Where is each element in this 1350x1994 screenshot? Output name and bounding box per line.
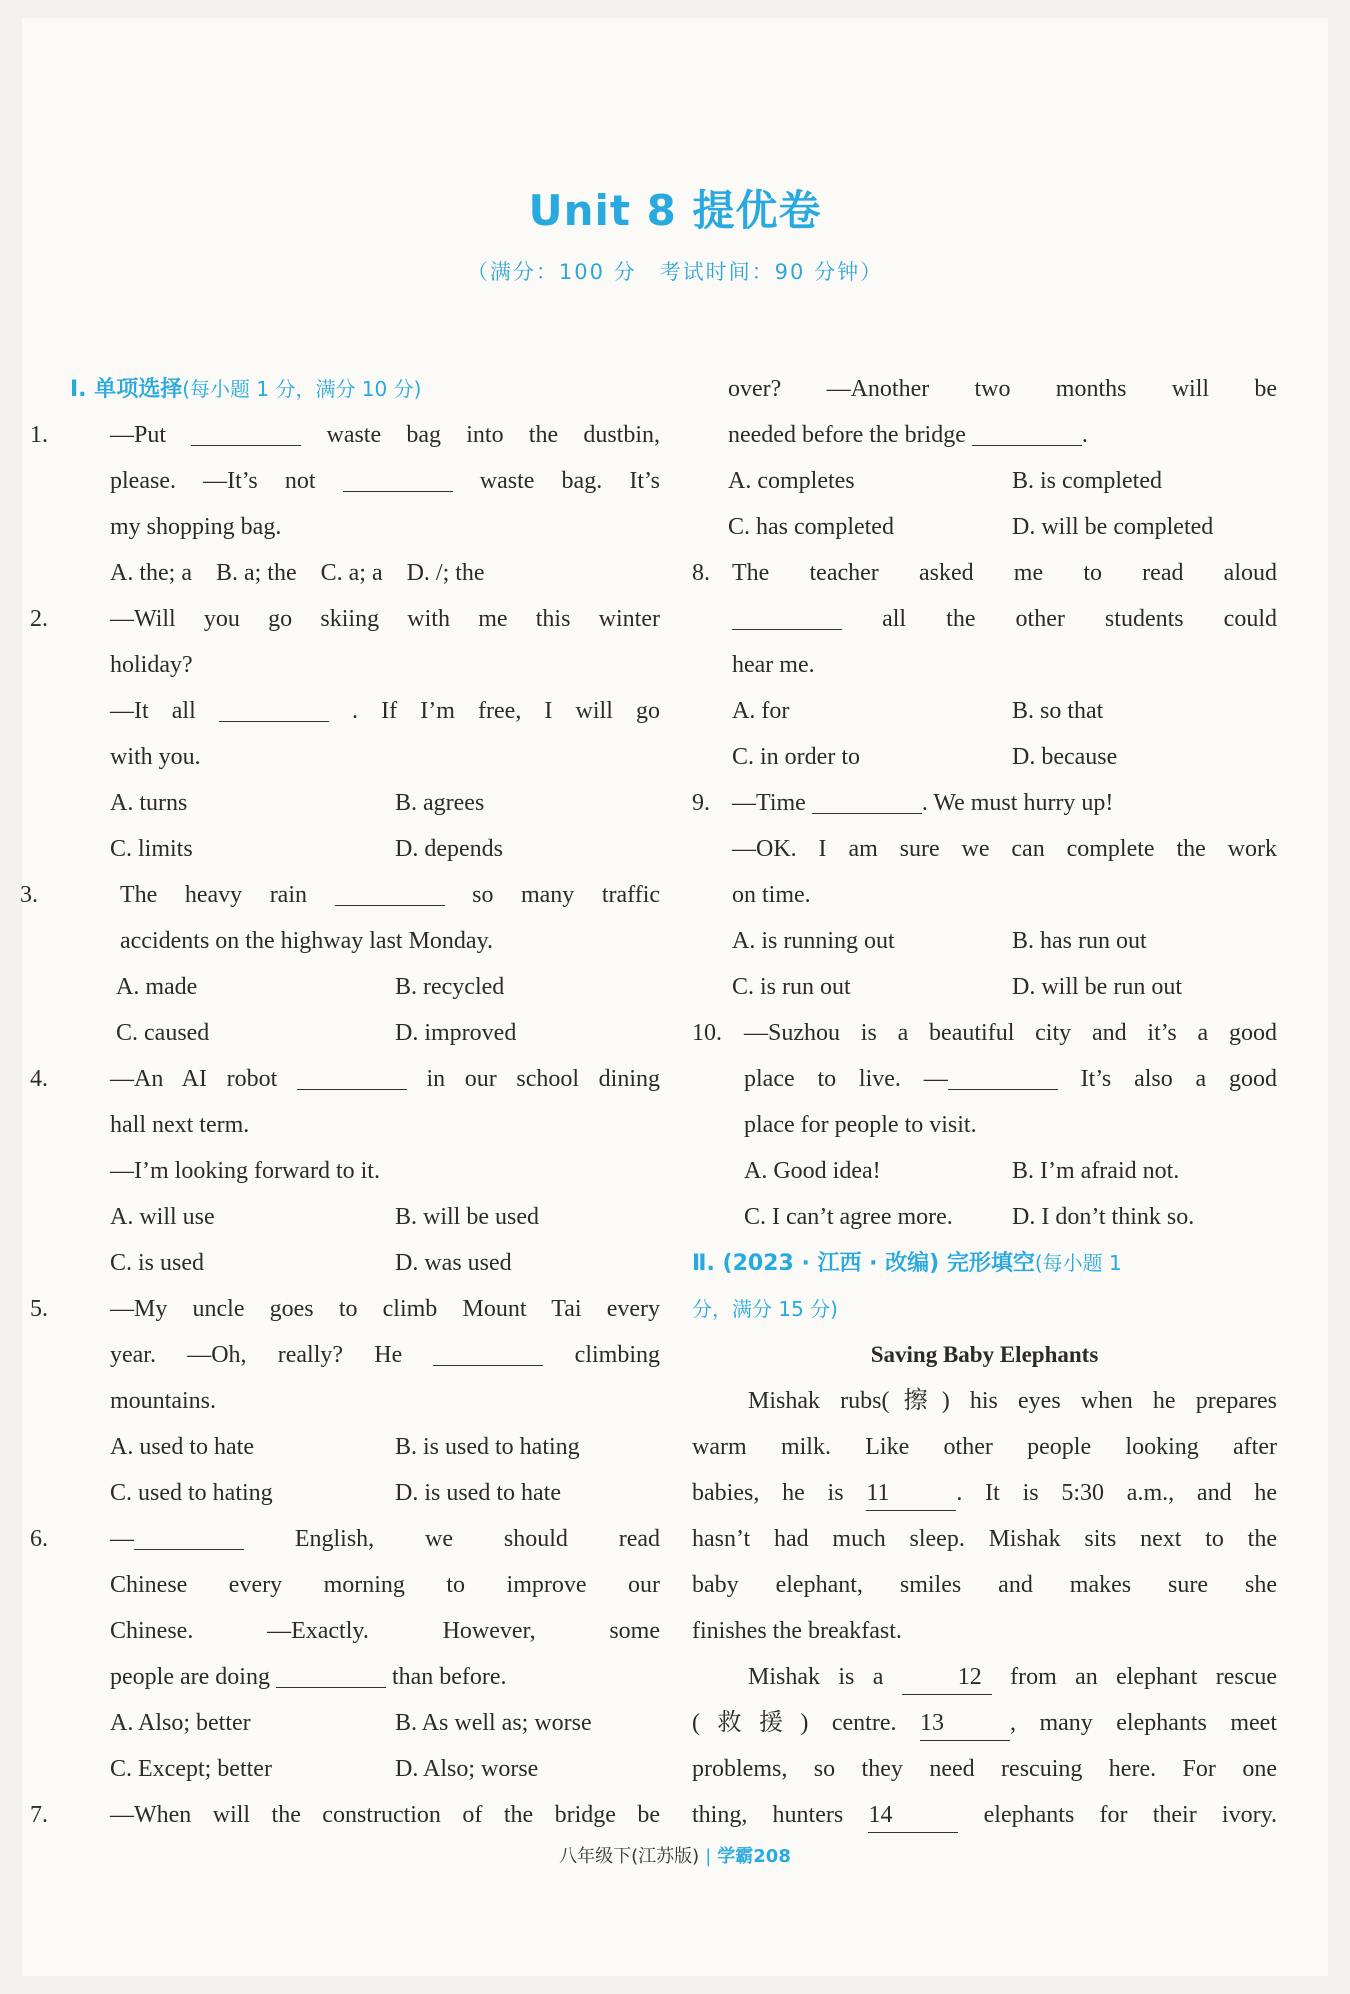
question-1 [30,412,661,596]
q6-text: — [110,1526,134,1552]
q7-line-3 [692,412,1277,458]
q10-option-b[interactable]: B. I’m afraid not. [1012,1158,1180,1184]
p1-line-4: hasn’t had much sleep. Mishak sits next to the [692,1526,1277,1552]
p1-line-1: Mishak rubs(擦) his eyes when he prepares [748,1388,1277,1414]
question-5 [30,1286,660,1516]
q6-options-row-2 [70,1746,660,1792]
q5-option-d[interactable]: D. is used to hate [395,1480,561,1506]
q9-option-a[interactable]: A. is running out [732,928,895,954]
q10-text: place to live. — [744,1066,948,1092]
q7-options-row-1 [692,458,1277,504]
q4-option-d[interactable]: D. was used [395,1250,512,1276]
q8-option-c[interactable]: C. in order to [732,744,860,770]
q9-line-1 [692,780,1277,826]
q3-options-row-1 [70,964,660,1010]
q3-text: The heavy rain [120,882,308,908]
q2-line-2: holiday? [110,652,193,678]
question-9 [692,780,1277,1010]
q1-text: please. —It’s not [110,468,316,494]
q8-options-row-2 [692,734,1277,780]
q6-line-4 [70,1654,660,1700]
q10-option-c[interactable]: C. I can’t agree more. [744,1204,953,1230]
page-footer [0,1842,1350,1868]
section-2-title: Ⅱ. (2023 · 江西 · 改编) 完形填空 [692,1251,1035,1276]
q9-number: 9. [692,790,710,816]
q5-option-a[interactable]: A. used to hate [110,1434,254,1460]
q8-option-d[interactable]: D. because [1012,744,1118,770]
q2-option-a[interactable]: A. turns [110,790,188,816]
q5-options-row-1 [70,1424,660,1470]
p1-line-6: finishes the breakfast. [692,1618,902,1644]
q5-options-row-2 [70,1470,660,1516]
q10-line-1 [692,1010,1277,1056]
section-1-heading [70,366,660,412]
section-2-note: (每小题 1 [1034,1251,1122,1275]
p1-text: . It is 5:30 a.m., and he [956,1480,1278,1506]
q5-line-2 [70,1332,660,1378]
q10-blank[interactable] [948,1059,1058,1090]
q5-line-1 [30,1286,660,1332]
q7-option-c[interactable]: C. has completed [728,514,894,540]
q3-line-2: accidents on the highway last Monday. [120,928,494,954]
q6-blank-2[interactable] [276,1657,386,1688]
q4-options-row-1 [70,1194,660,1240]
q6-option-b[interactable]: B. As well as; worse [395,1710,592,1736]
q9-line-3: on time. [732,882,811,908]
q9-line-2: —OK. I am sure we can complete the work [732,836,1277,862]
q2-text: . If I’m free, I will go [352,698,661,724]
p1-line-3 [692,1470,1277,1516]
q7-blank[interactable] [972,415,1082,446]
q8-option-b[interactable]: B. so that [1012,698,1104,724]
q6-line-1 [30,1516,660,1562]
q8-option-a[interactable]: A. for [732,698,790,724]
q9-option-c[interactable]: C. is run out [732,974,851,1000]
q5-text: —My uncle goes to climb Mount Tai every [110,1296,660,1322]
q10-number: 10. [692,1020,722,1046]
q6-number: 6. [30,1526,48,1552]
blank-14[interactable]: 14 [868,1800,958,1833]
p2-line-2 [692,1700,1277,1746]
blank-11[interactable]: 11 [866,1478,956,1511]
section-1-note: (每小题 1 分，满分 10 分) [182,377,422,401]
q1-options [70,550,660,596]
q6-line-2: Chinese every morning to improve our [110,1572,660,1598]
q7-option-d[interactable]: D. will be completed [1012,514,1214,540]
q8-blank[interactable] [732,599,842,630]
footer-grade: 八年级下(江苏版) [559,1846,700,1867]
q8-options-row-1 [692,688,1277,734]
q1-options-text[interactable]: A. the; a B. a; the C. a; a D. /; the [110,560,485,586]
q9-text: . We must hurry up! [921,790,1114,816]
page-number: 208 [753,1846,791,1867]
q1-text: waste bag. It’s [479,468,661,494]
q9-text: —Time [732,790,806,816]
section-1-title: Ⅰ. 单项选择 [70,377,183,402]
question-8 [692,550,1277,780]
q4-option-c[interactable]: C. is used [110,1250,205,1276]
q2-options-row-1 [70,780,660,826]
q6-option-a[interactable]: A. Also; better [110,1710,251,1736]
passage-paragraph-2 [692,1654,1277,1838]
section-2-note-cont: 分，满分 15 分) [692,1297,838,1321]
q9-option-b[interactable]: B. has run out [1012,928,1147,954]
q7-text: . [1081,422,1088,448]
p2-text: elephants for their ivory. [983,1802,1278,1828]
q2-option-d[interactable]: D. depends [395,836,503,862]
section-2-heading-cont [692,1286,1277,1332]
q2-options-row-2 [70,826,660,872]
q2-line-1 [30,596,660,642]
q2-option-b[interactable]: B. agrees [395,790,485,816]
q3-blank[interactable] [335,875,445,906]
q2-text: —It all [110,698,196,724]
q6-option-d[interactable]: D. Also; worse [395,1756,539,1782]
q2-text: —Will you go skiing with me this winter [110,606,660,632]
passage-title: Saving Baby Elephants [870,1342,1099,1367]
q10-options-row-1 [692,1148,1277,1194]
blank-13[interactable]: 13 [920,1708,1010,1741]
q9-blank[interactable] [812,783,922,814]
q8-text: The teacher asked me to read aloud [732,560,1277,586]
q6-blank-1[interactable] [134,1519,244,1550]
q7-line-2: over? —Another two months will be [728,376,1277,402]
section-2-heading [692,1240,1277,1286]
p2-text: thing, hunters [692,1802,844,1828]
q3-option-b[interactable]: B. recycled [395,974,505,1000]
q2-line-3 [70,688,660,734]
p2-line-4 [692,1792,1277,1838]
q3-options-row-2 [70,1010,660,1056]
question-2 [30,596,661,872]
p1-text: babies, he is [692,1480,844,1506]
q9-option-d[interactable]: D. will be run out [1012,974,1182,1000]
p1-line-2: warm milk. Like other people looking after [692,1434,1277,1460]
q5-line-3: mountains. [110,1388,216,1414]
q8-line-1 [692,550,1277,596]
q10-options-row-2 [692,1194,1277,1240]
q4-text: in our school dining [426,1066,661,1092]
q2-line-4: with you. [110,744,201,770]
q9-options-row-2 [692,964,1277,1010]
passage-paragraph-1 [692,1378,1277,1654]
q5-blank[interactable] [433,1335,543,1366]
question-3 [20,872,661,1056]
q6-text: people are doing [110,1664,270,1690]
q7-text: needed before the bridge [728,422,966,448]
q1-line-1 [30,412,661,458]
q4-line-2: hall next term. [110,1112,250,1138]
q8-line-2 [692,596,1277,642]
p2-text: Mishak is a [748,1664,884,1690]
p2-text: , many elephants meet [1009,1710,1278,1736]
q8-text: all the other students could [882,606,1277,632]
q4-option-a[interactable]: A. will use [110,1204,215,1230]
q5-text: climbing [574,1342,660,1368]
p2-line-1 [692,1654,1277,1700]
q8-line-3: hear me. [732,652,815,678]
q6-text: than before. [391,1664,507,1690]
right-column [692,366,1277,1838]
q3-line-1 [20,872,661,918]
q1-text: waste bag into the dustbin, [326,422,661,448]
q10-line-2 [692,1056,1277,1102]
q10-option-a[interactable]: A. Good idea! [744,1158,881,1184]
p2-line-3: problems, so they need rescuing here. For one [692,1756,1277,1782]
q7-number: 7. [30,1802,48,1828]
footer-brand: 学霸 [717,1846,754,1867]
question-4 [30,1056,661,1286]
q4-blank[interactable] [297,1059,407,1090]
q6-option-c[interactable]: C. Except; better [110,1756,272,1782]
q5-text: year. —Oh, really? He [110,1342,403,1368]
left-column [20,366,661,1838]
q8-number: 8. [692,560,710,586]
q1-number: 1. [30,422,48,448]
q7-text: —When will the construction of the bridge be [110,1802,660,1828]
q3-option-a[interactable]: A. made [116,974,198,1000]
question-10 [692,1010,1277,1240]
p2-text: (救援) centre. [692,1710,897,1736]
q6-line-3: Chinese. —Exactly. However, some [110,1618,660,1644]
q9-options-row-1 [692,918,1277,964]
q1-blank-1[interactable] [191,415,301,446]
p1-line-5: baby elephant, smiles and makes sure she [692,1572,1277,1598]
blank-12[interactable]: 12 [902,1662,992,1695]
q6-options-row-1 [70,1700,660,1746]
q7-option-a[interactable]: A. completes [728,468,855,494]
q5-option-c[interactable]: C. used to hating [110,1480,273,1506]
q4-line-3: —I’m looking forward to it. [110,1158,380,1184]
q2-blank[interactable] [219,691,329,722]
page-title: Unit 8 提优卷 [528,186,822,235]
q1-line-3: my shopping bag. [110,514,282,540]
q1-blank-2[interactable] [343,461,453,492]
q10-text: —Suzhou is a beautiful city and it’s a good [744,1020,1277,1046]
q5-number: 5. [30,1296,48,1322]
q10-option-d[interactable]: D. I don’t think so. [1012,1204,1195,1230]
footer-separator: | [705,1846,712,1867]
q3-text: so many traffic [472,882,661,908]
q10-text: It’s also a good [1080,1066,1278,1092]
q3-option-c[interactable]: C. caused [116,1020,210,1046]
q7-options-row-2 [692,504,1277,550]
q1-text: —Put [110,422,167,448]
q5-option-b[interactable]: B. is used to hating [395,1434,580,1460]
q4-option-b[interactable]: B. will be used [395,1204,539,1230]
q3-option-d[interactable]: D. improved [395,1020,517,1046]
question-6 [30,1516,660,1792]
q1-line-2 [70,458,660,504]
exam-info: （满分：100 分 考试时间：90 分钟） [466,260,884,284]
q4-options-row-2 [70,1240,660,1286]
q4-text: —An AI robot [110,1066,278,1092]
title-block [0,178,1350,286]
q10-line-3: place for people to visit. [744,1112,977,1138]
q3-number: 3. [20,882,38,908]
q6-text: English, we should read [294,1526,660,1552]
q7-line-1 [30,1792,660,1838]
q2-number: 2. [30,606,48,632]
q2-option-c[interactable]: C. limits [110,836,193,862]
p2-text: from an elephant rescue [1010,1664,1278,1690]
q7-option-b[interactable]: B. is completed [1012,468,1162,494]
q4-line-1 [30,1056,661,1102]
q4-number: 4. [30,1066,48,1092]
